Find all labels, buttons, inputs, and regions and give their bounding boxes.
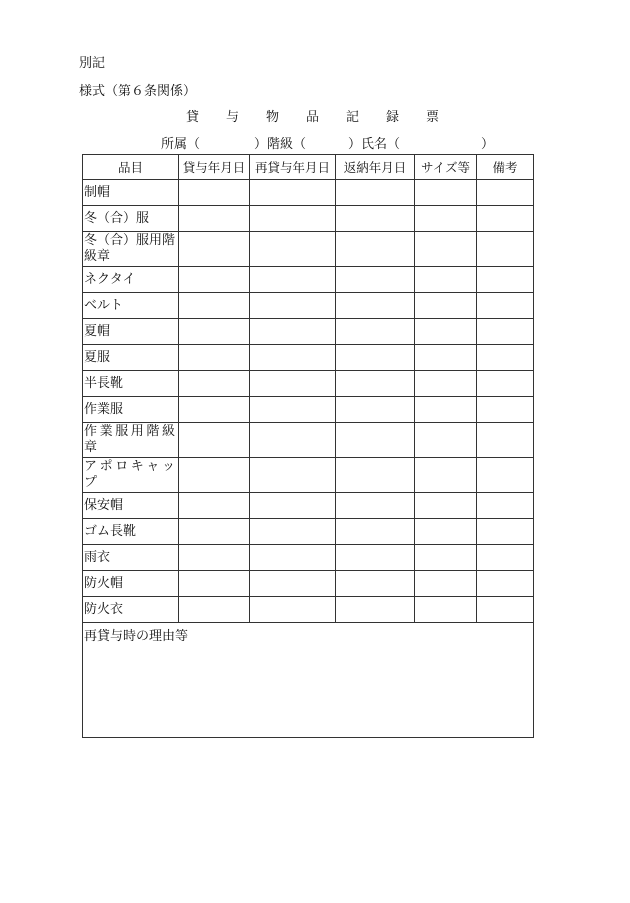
item-name-cell: 防火衣	[83, 597, 179, 623]
entry-cell[interactable]	[415, 180, 477, 206]
table-row	[83, 545, 534, 571]
entry-cell[interactable]	[250, 571, 336, 597]
entry-cell[interactable]	[477, 232, 534, 267]
entry-cell[interactable]	[336, 519, 415, 545]
table-row	[83, 493, 534, 519]
entry-cell[interactable]	[415, 519, 477, 545]
title-char: 記	[346, 110, 360, 125]
entry-cell[interactable]	[477, 345, 534, 371]
entry-cell[interactable]	[336, 267, 415, 293]
entry-cell[interactable]	[415, 597, 477, 623]
entry-cell[interactable]	[415, 267, 477, 293]
reloan-reason-field[interactable]	[83, 623, 534, 738]
item-name-cell: 冬（合）服	[83, 206, 179, 232]
entry-cell[interactable]	[179, 571, 250, 597]
entry-cell[interactable]	[250, 206, 336, 232]
entry-cell[interactable]	[250, 180, 336, 206]
entry-cell[interactable]	[250, 397, 336, 423]
column-header-return-date: 返納年月日	[336, 155, 415, 180]
table-row	[83, 180, 534, 206]
entry-cell[interactable]	[477, 293, 534, 319]
entry-cell[interactable]	[477, 519, 534, 545]
reloan-reason-label: 再貸与時の理由等	[84, 629, 189, 644]
title-char: 貸	[186, 110, 200, 125]
table-row	[83, 345, 534, 371]
table-row	[83, 519, 534, 545]
loan-record-table	[82, 154, 534, 738]
name-close-paren: ）	[481, 137, 495, 152]
entry-cell[interactable]	[179, 371, 250, 397]
entry-cell[interactable]	[477, 397, 534, 423]
title-char: 録	[386, 110, 400, 125]
entry-cell[interactable]	[336, 319, 415, 345]
entry-cell[interactable]	[477, 597, 534, 623]
entry-cell[interactable]	[477, 267, 534, 293]
entry-cell[interactable]	[415, 493, 477, 519]
column-header-loan-date: 貸与年月日	[179, 155, 250, 180]
entry-cell[interactable]	[336, 458, 415, 493]
entry-cell[interactable]	[250, 519, 336, 545]
item-name-cell: 制帽	[83, 180, 179, 206]
table-row	[83, 371, 534, 397]
entry-cell[interactable]	[250, 232, 336, 267]
entry-cell[interactable]	[415, 545, 477, 571]
entry-cell[interactable]	[336, 545, 415, 571]
item-name-cell: アポロキャップ	[83, 458, 179, 493]
table-row	[83, 319, 534, 345]
entry-cell[interactable]	[415, 397, 477, 423]
entry-cell[interactable]	[250, 423, 336, 458]
entry-cell[interactable]	[336, 293, 415, 319]
entry-cell[interactable]	[336, 345, 415, 371]
table-row	[83, 293, 534, 319]
item-name-cell: 雨衣	[83, 545, 179, 571]
title-char: 品	[306, 110, 320, 125]
title-char: 与	[226, 110, 240, 125]
affiliation-label: 所属（	[161, 137, 201, 152]
entry-cell[interactable]	[477, 571, 534, 597]
entry-cell[interactable]	[477, 206, 534, 232]
entry-cell[interactable]	[250, 293, 336, 319]
column-header-reloan-date: 再貸与年月日	[250, 155, 336, 180]
item-name-cell: 夏服	[83, 345, 179, 371]
table-row	[83, 423, 534, 458]
entry-cell[interactable]	[336, 232, 415, 267]
entry-cell[interactable]	[179, 545, 250, 571]
entry-cell[interactable]	[179, 597, 250, 623]
entry-cell[interactable]	[336, 571, 415, 597]
entry-cell[interactable]	[415, 423, 477, 458]
name-label: ）氏名（	[348, 137, 401, 152]
entry-cell[interactable]	[477, 545, 534, 571]
item-name-cell: 冬（合）服用階級章	[83, 232, 179, 267]
entry-cell[interactable]	[179, 519, 250, 545]
item-name-cell: 作業服	[83, 397, 179, 423]
entry-cell[interactable]	[415, 206, 477, 232]
document-title	[186, 106, 466, 125]
table-row	[83, 571, 534, 597]
table-row	[83, 597, 534, 623]
entry-cell[interactable]	[179, 493, 250, 519]
entry-cell[interactable]	[336, 597, 415, 623]
header-row	[83, 155, 534, 180]
item-name-cell: 夏帽	[83, 319, 179, 345]
title-char: 物	[266, 110, 280, 125]
entry-cell[interactable]	[336, 180, 415, 206]
column-header-size: サイズ等	[415, 155, 477, 180]
entry-cell[interactable]	[415, 371, 477, 397]
entry-cell[interactable]	[179, 180, 250, 206]
table-row	[83, 267, 534, 293]
title-char: 票	[426, 110, 440, 125]
annex-label: 別記	[79, 56, 106, 71]
item-name-cell: 防火帽	[83, 571, 179, 597]
entry-cell[interactable]	[477, 180, 534, 206]
entry-cell[interactable]	[250, 545, 336, 571]
entry-cell[interactable]	[336, 423, 415, 458]
item-name-cell: 半長靴	[83, 371, 179, 397]
form-reference: 様式（第６条関係）	[79, 84, 197, 99]
notes-row	[83, 623, 534, 738]
entry-cell[interactable]	[477, 371, 534, 397]
item-name-cell: ネクタイ	[83, 267, 179, 293]
entry-cell[interactable]	[336, 206, 415, 232]
entry-cell[interactable]	[179, 293, 250, 319]
item-name-cell: 保安帽	[83, 493, 179, 519]
entry-cell[interactable]	[477, 458, 534, 493]
entry-cell[interactable]	[179, 206, 250, 232]
item-name-cell: ゴム長靴	[83, 519, 179, 545]
entry-cell[interactable]	[415, 293, 477, 319]
entry-cell[interactable]	[179, 267, 250, 293]
entry-cell[interactable]	[477, 423, 534, 458]
entry-cell[interactable]	[179, 458, 250, 493]
entry-cell[interactable]	[415, 345, 477, 371]
entry-cell[interactable]	[415, 319, 477, 345]
entry-cell[interactable]	[477, 319, 534, 345]
entry-cell[interactable]	[250, 319, 336, 345]
column-header-item: 品目	[83, 155, 179, 180]
entry-cell[interactable]	[250, 458, 336, 493]
table-row	[83, 397, 534, 423]
table-row	[83, 206, 534, 232]
entry-cell[interactable]	[336, 493, 415, 519]
entry-cell[interactable]	[179, 423, 250, 458]
entry-cell[interactable]	[415, 571, 477, 597]
entry-cell[interactable]	[250, 345, 336, 371]
entry-cell[interactable]	[336, 371, 415, 397]
entry-cell[interactable]	[415, 458, 477, 493]
item-name-cell: ベルト	[83, 293, 179, 319]
entry-cell[interactable]	[336, 397, 415, 423]
entry-cell[interactable]	[250, 371, 336, 397]
entry-cell[interactable]	[250, 493, 336, 519]
entry-cell[interactable]	[250, 597, 336, 623]
entry-cell[interactable]	[179, 319, 250, 345]
entry-cell[interactable]	[179, 345, 250, 371]
rank-label: ）階級（	[254, 137, 307, 152]
table-row	[83, 458, 534, 493]
entry-cell[interactable]	[250, 267, 336, 293]
entry-cell[interactable]	[477, 493, 534, 519]
column-header-remarks: 備考	[477, 155, 534, 180]
entry-cell[interactable]	[179, 232, 250, 267]
entry-cell[interactable]	[179, 397, 250, 423]
entry-cell[interactable]	[415, 232, 477, 267]
item-name-cell: 作業服用階級章	[83, 423, 179, 458]
table-row	[83, 232, 534, 267]
